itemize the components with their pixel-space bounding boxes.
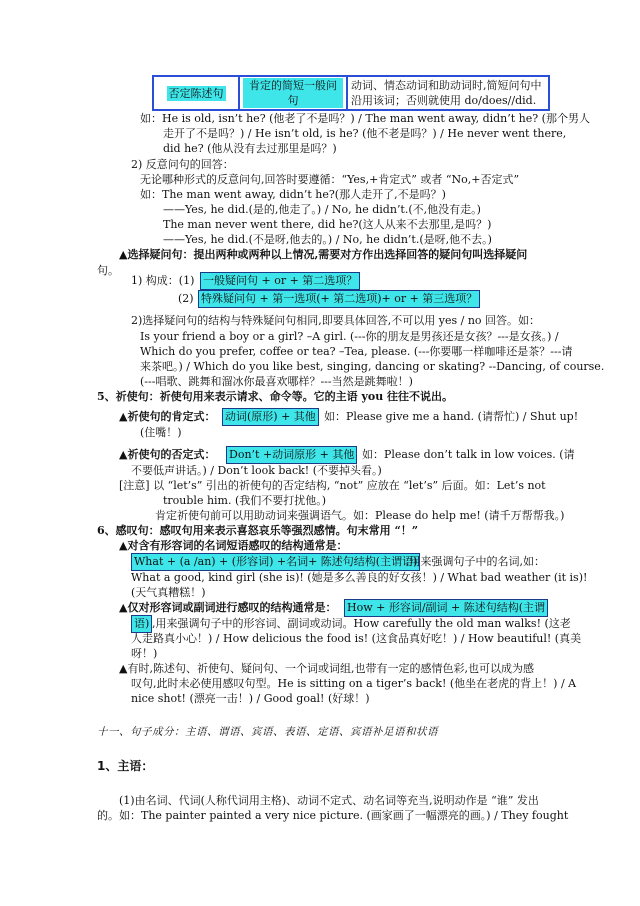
text-line: 不要低声讲话。) / Don’t look back! (不要掉头看。): [131, 464, 382, 477]
subheading: ▲对含有形容词的名词短语感叹的结构通常是：: [119, 539, 348, 552]
text-line: (天气真糟糕！): [131, 586, 206, 599]
text-line: (2): [178, 292, 194, 305]
text-line: [注意] 以 “let’s” 引出的祈使句的否定结构, “not” 应放在 “let’s” 后面。如：Let’s not: [119, 479, 546, 492]
table-cell-short-question: 肯定的简短一般问句: [239, 76, 347, 110]
formula-box: What + (a /an) + (形容词) +名词+ 陈述句结构(主谓语): [131, 553, 420, 571]
text-line: 2)选择疑问句的结构与特殊疑问句相同,即要具体回答,不可以用 yes / no 回答。如：: [131, 314, 541, 327]
text-line: Is your friend a boy or a girl? –A girl. (---你的朋友是男孩还是女孩？---是女孩。) /: [140, 330, 559, 343]
text-line: What a good, kind girl (she is)! (她是多么善良的好女孩！) / What bad weather (it is)!: [131, 571, 588, 584]
text-line: 句。: [97, 264, 119, 277]
subheading: ▲仅对形容词或副词进行感叹的结构通常是：: [119, 601, 337, 614]
text-line: 肯定祈使句前可以用助动词来强调语气。如：Please do help me! (请千万帮帮我。): [155, 509, 565, 522]
text-line: 1) 构成：(1): [131, 274, 195, 287]
table-cell-negative: 否定陈述句: [153, 76, 239, 110]
subheading: ▲祈使句的肯定式：: [119, 410, 216, 423]
text-line: 如：He is old, isn’t he? (他老了不是吗？) / The man went away, didn’t he? (那个男人: [140, 112, 590, 125]
text-line: 2) 反意问句的回答：: [131, 158, 234, 171]
text-line: ▲有时,陈述句、祈使句、疑问句、一个词或词组,也带有一定的感情色彩,也可以成为感: [119, 662, 534, 675]
section-heading: 5、祈使句：祈使句用来表示请求、命令等。它的主语 you 往往不说出。: [97, 390, 454, 403]
section-heading: ▲选择疑问句：提出两种或两种以上情况,需要对方作出选择回答的疑问句叫选择疑问: [119, 248, 528, 261]
text-line: 叹句,此时未必使用感叹句型。He is sitting on a tiger’s back! (他坐在老虎的背上！) / A: [131, 677, 577, 690]
text-line: 如：Please give me a hand. (请帮忙) / Shut up!: [324, 410, 579, 423]
text-line: 走开了不是吗？) / He isn’t old, is he? (他不老是吗？) / He never went there,: [163, 127, 567, 140]
formula-box: 特殊疑问句 + 第一选项(+ 第二选项)+ or + 第三选项？: [198, 290, 480, 308]
text-line: 的。如：The painter painted a very nice picture. (画家画了一幅漂亮的画。) / They fought: [97, 809, 569, 822]
section-heading: 6、感叹句：感叹句用来表示喜怒哀乐等强烈感情。句末常用 “！”: [97, 524, 419, 537]
text-line: (住嘴！): [140, 426, 182, 439]
text-line: 人走路真小心！) / How delicious the food is! (这食品真好吃！) / How beautiful! (真美: [131, 632, 582, 645]
table-cell-rule: 动词、情态动词和助动词时,简短问句中沿用该词；否则就使用 do/does//did.: [347, 76, 549, 110]
text-line: trouble him. (我们不要打扰他。): [163, 494, 327, 507]
formula-box: 动词(原形) + 其他: [222, 408, 319, 426]
formula-box: 语): [131, 615, 152, 633]
text-line: 如：Please don’t talk in low voices. (请: [362, 448, 575, 461]
text-line: 呀！): [131, 647, 158, 660]
text-line: 如：The man went away, didn’t he?(那人走开了,不是吗？): [140, 188, 446, 201]
formula-box: How + 形容词/副词 + 陈述句结构(主谓: [344, 599, 548, 617]
text-line: Which do you prefer, coffee or tea? –Tea, please. (---你要哪一样咖啡还是茶？---请: [140, 345, 573, 358]
text-line: 无论哪种形式的反意问句,回答时要遵循：“Yes,+肯定式” 或者 “No,+否定式”: [140, 173, 520, 186]
formula-box: 一般疑问句 + or + 第二选项？: [200, 272, 360, 290]
grammar-table: [152, 75, 550, 111]
chapter-heading: 十一、句子成分：主语、谓语、宾语、表语、定语、宾语补足语和状语: [97, 726, 438, 738]
text-line: (1)由名词、代词(人称代词用主格)、动词不定式、动名词等充当,说明动作是 “谁” 发出: [119, 794, 539, 807]
text-line: nice shot! (漂亮一击！) / Good goal! (好球！): [131, 692, 370, 705]
text-line: ——Yes, he did.(是的,他走了。) / No, he didn’t.(不,他没有走。): [163, 203, 481, 216]
text-line: did he? (他从没有去过那里是吗？): [163, 142, 337, 155]
section-heading: 1、主语：: [97, 759, 154, 773]
text-line: (---唱歌、跳舞和溜冰你最喜欢哪样？---当然是跳舞啦！): [140, 375, 413, 388]
text-line: 来茶吧。) / Which do you like best, singing, dancing or skating? --Dancing, of course.: [140, 360, 605, 373]
text-line: ,用来强调句子中的名词,如：: [406, 555, 545, 568]
text-line: ,用来强调句子中的形容词、副词或动词。How carefully the old man walks! (这老: [152, 617, 571, 630]
subheading: ▲祈使句的否定式：: [119, 448, 216, 461]
text-line: ——Yes, he did.(不是呀,他去的。) / No, he didn’t.(是呀,他不去。): [163, 233, 492, 246]
text-line: The man never went there, did he?(这人从来不去那里,是吗？): [163, 218, 492, 231]
formula-box: Don’t +动词原形 + 其他: [226, 446, 357, 464]
